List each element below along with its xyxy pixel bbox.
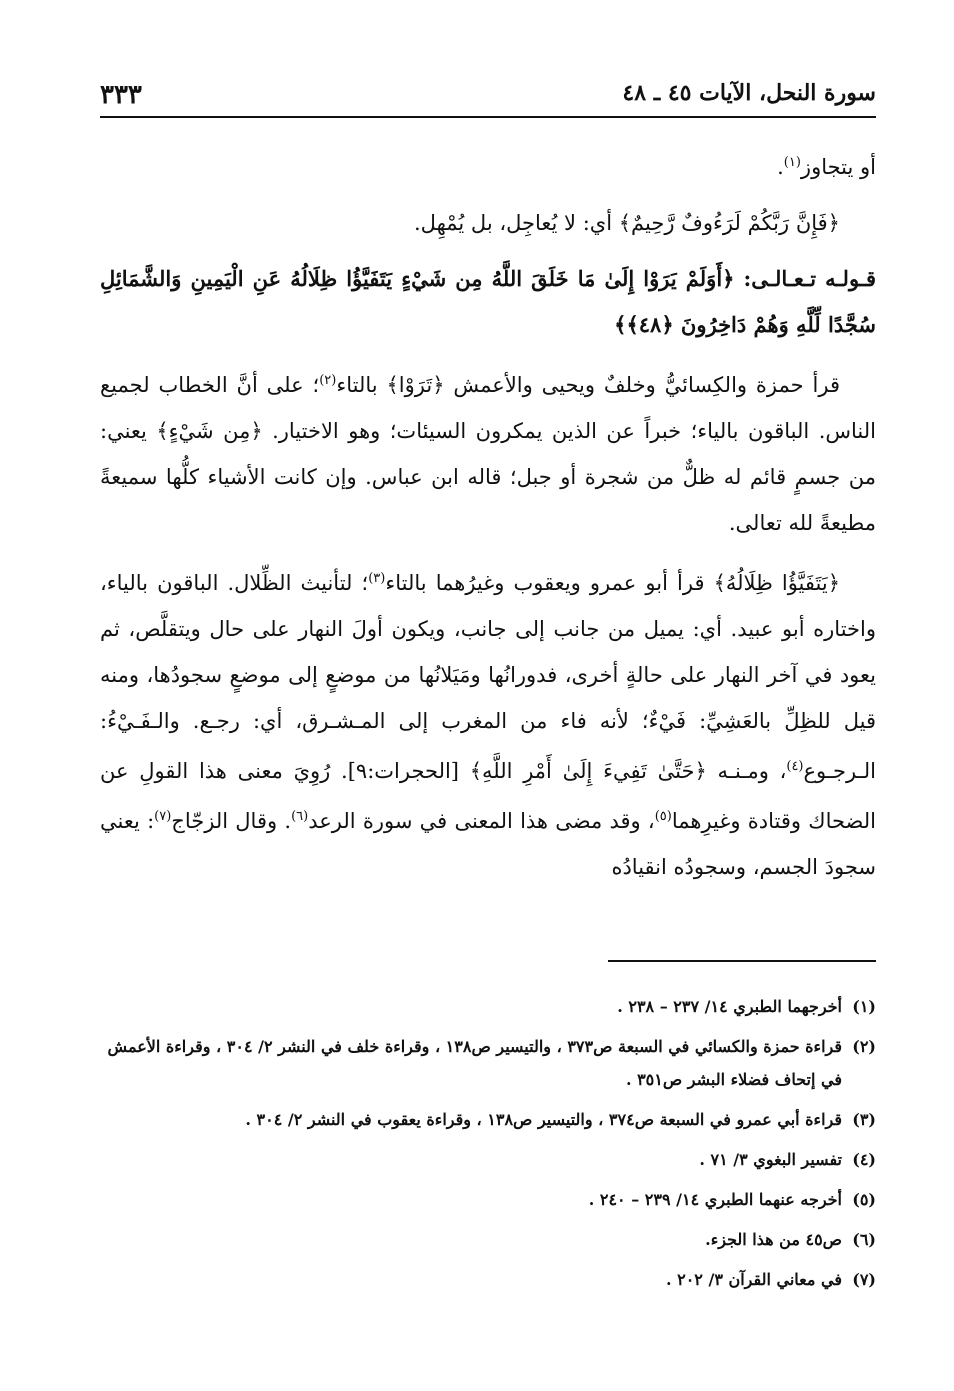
footnote (100, 990, 876, 1023)
footnote-ref: (٥) (654, 809, 672, 824)
main-text (100, 140, 876, 900)
footnote-ref: (٢) (319, 373, 337, 388)
page-number: ٣٣٣ (100, 80, 142, 110)
text-run: : يعني سجودَ الجسم، وسجودُه انقيادُه (100, 809, 876, 879)
page-header (100, 72, 876, 118)
text-run: قرأ حمزة والكِسائيُّ وخلفٌ ويحيى والأعمش ﴿تَرَوْا﴾ بالتاء (336, 373, 840, 397)
footnote-text: ص٤٥ من هذا الجزء. (705, 1230, 842, 1249)
paragraph-reading-yatafayya (100, 556, 876, 890)
footnote-number: (٤) (852, 1150, 876, 1169)
footnote-text: قراءة حمزة والكسائي في السبعة ص٣٧٣ ، والتيسير ص١٣٨ ، وقراءة خلف في النشر ٢/ ٣٠٤ ، وقراءة الأعمش في إتحاف فضلاء البشر ص٣٥١ . (107, 1037, 842, 1089)
footnote-ref: (١) (783, 155, 801, 170)
footnote-number: (٧) (852, 1270, 876, 1289)
footnote-ref: (٧) (154, 809, 172, 824)
paragraph-verse-explanation: ﴿فَإِنَّ رَبَّكُمْ لَرَءُوفٌ رَّحِيمٌ﴾ أي: لا يُعاجِل، بل يُمْهِل. (414, 211, 840, 235)
text-run: ، ومـنـه ﴿حَتَّىٰ تَفِيءَ إِلَىٰ أَمْرِ اللَّهِ﴾ [الحجرات:٩]. رُوِيَ معنى هذا القولِ عن الضحاك وقتادة وغيرِهما (100, 759, 876, 833)
footnote (100, 1030, 876, 1096)
text-run: أو يتجاوز (800, 155, 876, 179)
paragraph-continuation (100, 140, 876, 190)
footnote-ref: (٦) (291, 809, 309, 824)
footnote-text: قراءة أبي عمرو في السبعة ص٣٧٤ ، والتيسير ص١٣٨ ، وقراءة يعقوب في النشر ٢/ ٣٠٤ . (245, 1110, 842, 1129)
footnote-separator (608, 960, 876, 962)
footnotes (100, 990, 876, 1303)
footnote (100, 1223, 876, 1256)
footnote-ref: (٣) (368, 571, 386, 586)
text-run: ؛ لتأنيث الظِّلال. الباقون بالياء، واختاره أبو عبيد. أي: يميل من جانب إلى جانب، ويكون أولَ النهار على حال ويتقلَّص، ثم يعود في آخر النهار على حالةٍ أخرى، فدورانُها ومَيَلانُها من موضعٍ إلى موضعٍ سجودُها، ومنه قيل للظِلِّ بالعَشِيِّ: فَيْءٌ؛ لأنه فاء من المغرب إلى المـشـرق، أي: رجـع. والـفَـيْءُ: الـرجـوع (100, 571, 876, 783)
footnote-number: (٣) (852, 1110, 876, 1129)
text-run: ﴿يَتَفَيَّؤُا ظِلَالُهُ﴾ قرأ أبو عمرو ويعقوب وغيرُهما بالتاء (385, 571, 841, 595)
text-run: ، وقد مضى هذا المعنى في سورة الرعد (308, 809, 655, 833)
text-run: . وقال الزجّاج (171, 809, 292, 833)
footnote-text: تفسير البغوي ٣/ ٧١ . (699, 1150, 842, 1169)
footnote-number: (٢) (852, 1037, 876, 1056)
footnote-number: (٥) (852, 1190, 876, 1209)
paragraph-reading-tarawa (100, 358, 876, 546)
footnote-number: (٦) (852, 1230, 876, 1249)
footnote (100, 1183, 876, 1216)
text-run: ؛ على أنَّ الخطاب لجميع الناس. الباقون بالياء؛ خبراً عن الذين يمكرون السيئات؛ وهو الاختيار. ﴿مِن شَيْءٍ﴾ يعني: من جسمٍ قائم له ظلٌّ من شجرة أو جبل؛ قاله ابن عباس. وإن كانت الأشياء كلُّها سميعةً مطيعةً لله تعالى. (100, 373, 876, 535)
footnote-text: في معاني القرآن ٣/ ٢٠٢ . (665, 1270, 842, 1289)
footnote (100, 1263, 876, 1296)
text-run: . (777, 155, 784, 179)
footnote (100, 1143, 876, 1176)
footnote-number: (١) (852, 997, 876, 1016)
footnote (100, 1103, 876, 1136)
footnote-text: أخرجه عنهما الطبري ١٤/ ٢٣٩ – ٢٤٠ . (588, 1190, 842, 1209)
quranic-heading: قـولـه تـعـالـى: ﴿أَوَلَمْ يَرَوْا إِلَىٰ مَا خَلَقَ اللَّهُ مِن شَيْءٍ يَتَفَيَّؤُا ظِلَالُهُ عَنِ الْيَمِينِ وَالشَّمَائِلِ سُجَّدًا لِّلَّهِ وَهُمْ دَاخِرُونَ ﴿٤٨﴾﴾ (100, 266, 876, 337)
footnote-ref: (٤) (786, 759, 804, 774)
running-title: سورة النحل، الآيات ٤٥ ـ ٤٨ (622, 80, 876, 106)
footnote-text: أخرجهما الطبري ١٤/ ٢٣٧ – ٢٣٨ . (617, 997, 842, 1016)
